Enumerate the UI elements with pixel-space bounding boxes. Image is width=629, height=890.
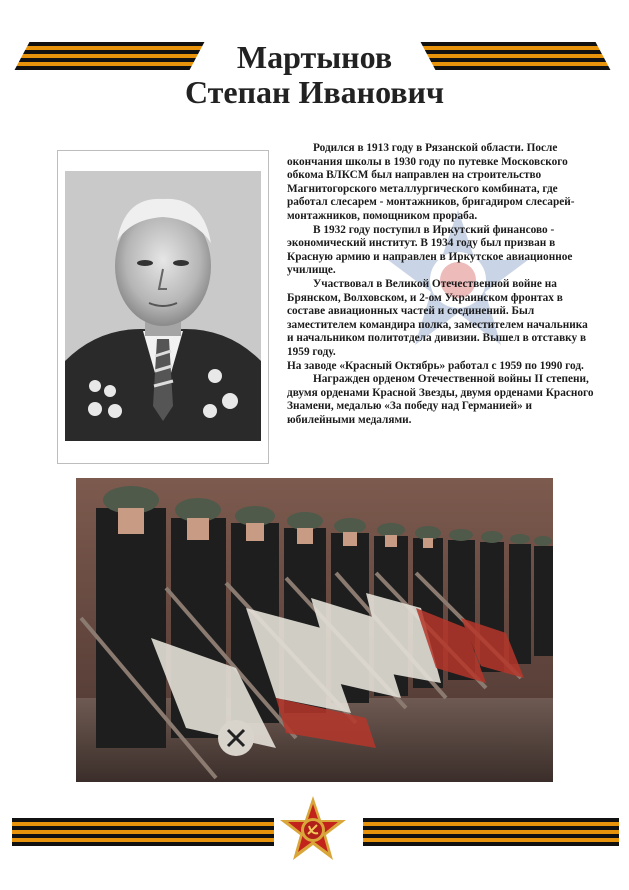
bio-paragraph: Родился в 1913 году в Рязанской области. После окончания школы в 1930 году по путевке Московского обкома ВЛКСМ был направлен на строительство Магнитогорского металлургического комбината, где работал слесарем - монтажников, бригадиром слесарей-монтажников, помощником прораба. [287, 142, 575, 222]
st-george-ribbon-bottom-left [12, 818, 274, 846]
portrait-frame [57, 150, 269, 464]
bio-paragraph: На заводе «Красный Октябрь» работал с 1959 по 1990 год. [287, 359, 584, 372]
bio-paragraph: В 1932 году поступил в Иркутский финансово - экономический институт. В 1934 году был призван в Красную армию и направлен в Иркутское авиационное училище. [287, 223, 573, 277]
portrait-illustration-icon [65, 171, 261, 441]
st-george-ribbon-bottom-right [363, 818, 619, 846]
page-title-surname: Мартынов [236, 39, 393, 75]
order-of-patriotic-war-icon [278, 793, 348, 867]
portrait-photo [65, 171, 261, 441]
victory-parade-photo [76, 478, 553, 782]
biography-text [287, 142, 597, 427]
bio-paragraph: Награжден орденом Отечественной войны II степени, двумя орденами Красной Звезды, двумя орденами Красного Знамени, медалью «За победу над Германией» и юбилейными медалями. [287, 373, 594, 426]
page-title-given-names: Степан Иванович [184, 74, 445, 110]
bio-paragraph: Участвовал в Великой Отечественной войне на Брянском, Волховском, и 2-ом Украинском фронтах в составе авиационных частей и соединений. Был заместителем командира полка, заместителем начальника и начальником политотдела дивизии. Вышел в отставку в 1959 году. [287, 277, 588, 358]
parade-illustration-icon [76, 478, 553, 782]
